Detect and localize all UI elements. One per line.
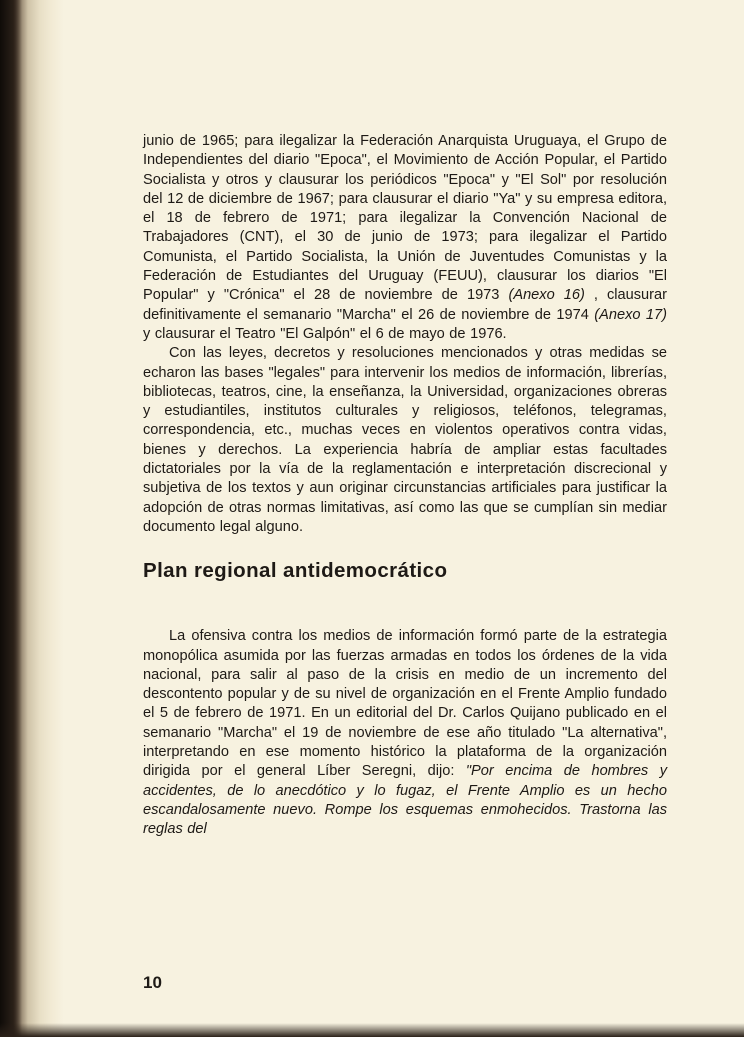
- bottom-edge-shadow: [0, 1023, 744, 1037]
- page-body: [143, 132, 667, 840]
- paragraph-text: , clausurar definitivamente el semanario "Marcha" el 26 de noviembre de 1974: [143, 287, 668, 323]
- page-number: 10: [143, 973, 162, 992]
- binding-edge: [0, 0, 22, 1037]
- paragraph-text: La ofensiva contra los medios de información formó parte de la estrategia monopólica asumida por las fuerzas armadas en todos los órdenes de la vida nacional, para salir al paso de la crisis en medio de un incremento del descontento popular y de su nivel de organización en el Frente Amplio fundado el 5 de febrero de 1971. En un editorial del Dr. Carlos Quijano publicado en el semanario "Marcha" el 19 de noviembre de ese año titulado "La alternativa", interpretando en ese momento histórico la plataforma de la organización dirigida por el general Líber Seregni, dijo:: [143, 628, 667, 780]
- quotation: "Por encima de hombres y accidentes, de lo anecdótico y lo fugaz, el Frente Amplio es un hecho escandalosamente nuevo. Rompe los esquemas enmohecidos. Trastorna las reglas del: [143, 763, 667, 838]
- paragraph-text: junio de 1965; para ilegalizar la Federación Anarquista Uruguaya, el Grupo de Independientes del diario "Epoca", el Movimiento de Acción Popular, el Partido Socialista y otros y clausurar los periódicos "Epoca" y "El Sol" por resolución del 12 de diciembre de 1967; para clausurar el diario "Ya" y su empresa editora, el 18 de febrero de 1971; para ilegalizar la Convención Nacional de Trabajadores (CNT), el 30 de junio de 1973; para ilegalizar el Partido Comunista, el Partido Socialista, la Unión de Juventudes Comunistas y la Federación de Estudiantes del Uruguay (FEUU), clausurar los diarios "El Popular" y "Crónica" el 28 de noviembre de 1973: [143, 133, 667, 304]
- annex-reference: (Anexo 17): [594, 306, 667, 323]
- paragraph-regional-plan: [143, 627, 667, 839]
- paragraph-text: y clausurar el Teatro "El Galpón" el 6 de mayo de 1976.: [143, 325, 507, 342]
- paragraph-legal-bases: Con las leyes, decretos y resoluciones mencionados y otras medidas se echaron las bases "legales" para intervenir los medios de información, librerías, bibliotecas, teatros, cine, la enseñanza, la Universidad, organizaciones obreras y estudiantiles, institutos culturales y religiosos, teléfonos, telegramas, correspondencia, etc., muchas veces en violentos operativos contra vidas, bienes y derechos. La experiencia habría de ampliar estas facultades dictatoriales por la vía de la reglamentación e interpretación discrecional y subjetiva de los textos y aun originar circunstancias artificiales para justificar la adopción de otras normas limitativas, así como las que se cumplían sin mediar documento legal alguno.: [143, 345, 667, 535]
- paragraph-continued: [143, 132, 667, 344]
- section-heading: Plan regional antidemocrático: [143, 559, 448, 583]
- annex-reference: (Anexo 16): [508, 287, 585, 304]
